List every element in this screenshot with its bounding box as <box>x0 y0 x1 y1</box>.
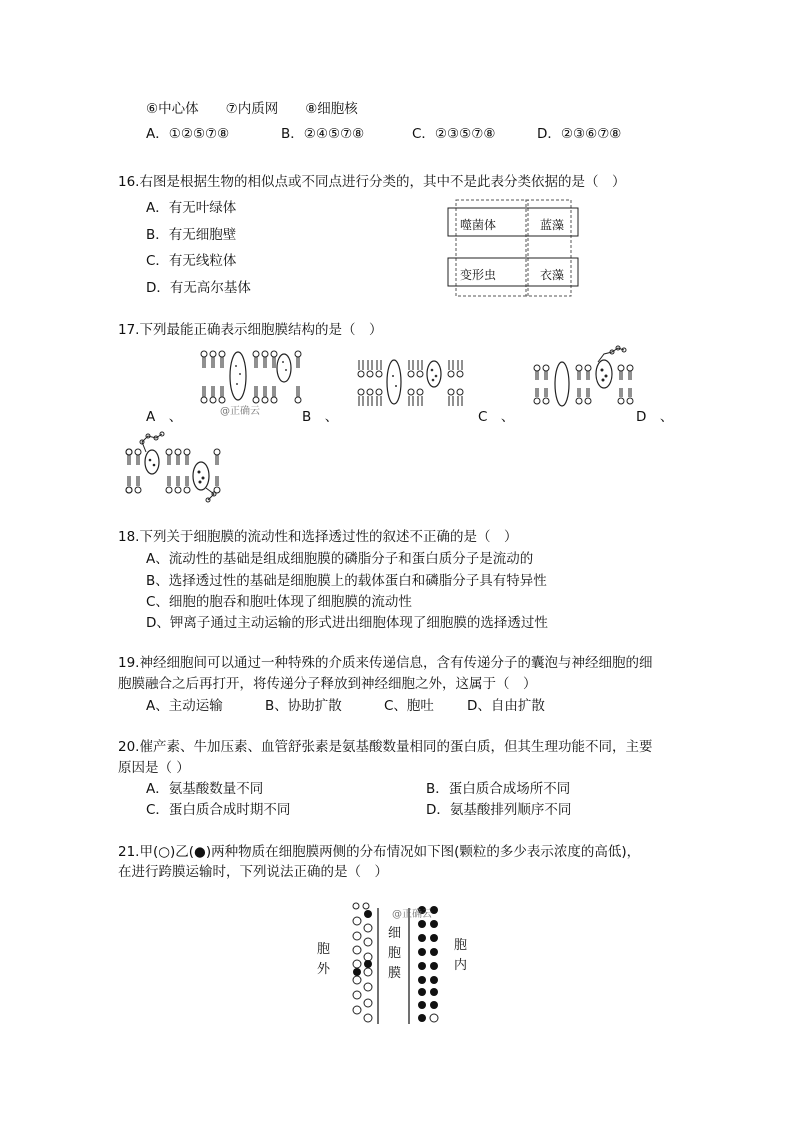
q20-option-a: A．氨基酸数量不同 <box>146 781 264 797</box>
q16-option-c: C．有无线粒体 <box>146 253 237 269</box>
membrane-figure-a <box>198 348 306 410</box>
q19-option-a: A、主动运输 <box>146 698 223 714</box>
q15-option-c: C．②③⑤⑦⑧ <box>412 126 496 142</box>
q19-option-c: C、胞吐 <box>384 698 434 714</box>
membrane-figure-c <box>532 346 644 410</box>
watermark-figure: @正确云 <box>392 909 432 920</box>
q18-option-d: D、钾离子通过主动运输的形式进出细胞体现了细胞膜的选择透过性 <box>146 615 548 631</box>
membrane-figure-b <box>356 356 466 410</box>
q17-label-b: B 、 <box>302 409 339 425</box>
classification-diagram <box>446 198 586 300</box>
q18-option-a: A、流动性的基础是组成细胞膜的磷脂分子和蛋白质分子是流动的 <box>146 551 534 567</box>
q19-option-d: D、自由扩散 <box>467 698 545 714</box>
q15-option-b: B．②④⑤⑦⑧ <box>281 126 365 142</box>
q18-stem: 18.下列关于细胞膜的流动性和选择透过性的叙述不正确的是（ ） <box>118 529 518 545</box>
label-cell-membrane: 细胞膜 <box>388 926 402 981</box>
q17-stem: 17.下列最能正确表示细胞膜结构的是（ ） <box>118 322 383 338</box>
diagram-label-amoeba: 变形虫 <box>460 268 497 282</box>
q20-option-c: C．蛋白质合成时期不同 <box>146 802 291 818</box>
q17-label-a: A 、 <box>146 409 183 425</box>
q15-option-a: A．①②⑤⑦⑧ <box>146 126 230 142</box>
q15-option-d: D．②③⑥⑦⑧ <box>537 126 622 142</box>
q15-line: ⑥中心体 ⑦内质网 ⑧细胞核 <box>146 101 358 117</box>
diagram-label-phage: 噬菌体 <box>460 218 497 232</box>
q21-stem-line1: 21.甲(○)乙(●)两种物质在细胞膜两侧的分布情况如下图(颗粒的多少表示浓度的高低)， <box>118 844 641 860</box>
diagram-label-chlamydomonas: 衣藻 <box>540 268 565 282</box>
q16-stem: 16.右图是根据生物的相似点或不同点进行分类的，其中不是此表分类依据的是（ ） <box>118 174 626 190</box>
q17-label-d: D 、 <box>636 409 674 425</box>
q19-stem-line1: 19.神经细胞间可以通过一种特殊的介质来传递信息，含有传递分子的囊泡与神经细胞的细 <box>118 655 653 671</box>
q19-option-b: B、协助扩散 <box>265 698 342 714</box>
q17-label-c: C 、 <box>478 409 515 425</box>
q20-stem-line1: 20.催产素、牛加压素、血管舒张素是氨基酸数量相同的蛋白质，但其生理功能不同，主要 <box>118 739 653 755</box>
q20-option-d: D．氨基酸排列顺序不同 <box>426 802 572 818</box>
q18-option-c: C、细胞的胞吞和胞吐体现了细胞膜的流动性 <box>146 594 412 610</box>
q18-option-b: B、选择透过性的基础是细胞膜上的载体蛋白和磷脂分子具有特异性 <box>146 573 547 589</box>
q21-stem-line2: 在进行跨膜运输时，下列说法正确的是（ ） <box>118 864 388 880</box>
q16-option-d: D．有无高尔基体 <box>146 280 251 296</box>
watermark-a: @正确云 <box>220 406 260 417</box>
q16-option-b: B．有无细胞壁 <box>146 227 237 243</box>
q20-stem-line2: 原因是（ ） <box>118 760 190 776</box>
label-inside-cell: 胞内 <box>454 938 468 973</box>
label-outside-cell: 胞外 <box>317 942 331 977</box>
diagram-label-cyanobacteria: 蓝藻 <box>540 218 565 232</box>
membrane-figure-d <box>124 432 228 502</box>
q19-stem-line2: 胞膜融合之后再打开，将传递分子释放到神经细胞之外，这属于（ ） <box>118 676 537 692</box>
q20-option-b: B．蛋白质合成场所不同 <box>426 781 571 797</box>
q16-option-a: A．有无叶绿体 <box>146 200 237 216</box>
